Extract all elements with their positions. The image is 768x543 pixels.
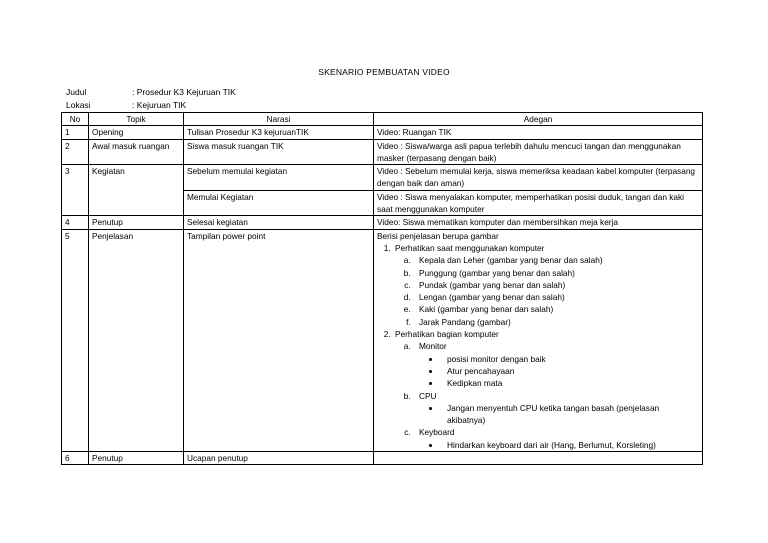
judul-value: : Prosedur K3 Kejuruan TIK <box>132 87 236 97</box>
list-item-label: Perhatikan bagian komputer <box>395 329 499 340</box>
bullet-item: • Atur pencahayaan <box>441 365 699 377</box>
cell-adegan: Video: Ruangan TIK <box>374 126 703 139</box>
bullet-item: • posisi monitor dengan baik <box>441 353 699 365</box>
cell-no: 4 <box>62 216 89 229</box>
cell-no: 6 <box>62 452 89 465</box>
sub-list-item: b. Punggung (gambar yang benar dan salah) <box>413 267 699 279</box>
cell-topik: Awal masuk ruangan <box>89 139 184 165</box>
cell-adegan-list <box>374 229 703 451</box>
cell-no: 3 <box>62 165 89 216</box>
cell-narasi: Tulisan Prosedur K3 kejuruanTIK <box>184 126 374 139</box>
sub-list-item: f. Jarak Pandang (gambar) <box>413 316 699 328</box>
cell-narasi: Selesai kegiatan <box>184 216 374 229</box>
adegan-intro: Berisi penjelasan berupa gambar <box>377 230 499 241</box>
sub-list <box>395 340 699 451</box>
document-title: SKENARIO PEMBUATAN VIDEO <box>318 67 450 77</box>
sub-list-item-label: CPU <box>419 390 437 401</box>
sub-list-item <box>413 340 699 389</box>
meta-judul <box>66 87 236 97</box>
cell-narasi: Siswa masuk ruangan TIK <box>184 139 374 165</box>
bullet-list <box>419 439 699 451</box>
header-adegan: Adegan <box>374 113 703 126</box>
list-item <box>393 242 699 328</box>
sub-list-item: a. Kepala dan Leher (gambar yang benar dan salah) <box>413 254 699 266</box>
sub-list-item: c. Pundak (gambar yang benar dan salah) <box>413 279 699 291</box>
cell-adegan: Video : Siswa/warga asli papua terlebih dahulu mencuci tangan dan menggunakan masker (terpasang dengan baik) <box>374 139 703 165</box>
cell-adegan: Video : Siswa menyalakan komputer, memperhatikan posisi duduk, tangan dan kaki saat menggunakan komputer <box>374 190 703 216</box>
cell-no: 2 <box>62 139 89 165</box>
cell-narasi: Memulai Kegiatan <box>184 190 374 216</box>
header-narasi: Narasi <box>184 113 374 126</box>
sub-list-item <box>413 390 699 427</box>
table-row <box>62 165 703 191</box>
cell-topik: Kegiatan <box>89 165 184 216</box>
bullet-item: • Jangan menyentuh CPU ketika tangan basah (penjelasan akibatnya) <box>441 402 699 427</box>
table-row <box>62 216 703 229</box>
sub-list-item: d. Lengan (gambar yang benar dan salah) <box>413 291 699 303</box>
cell-adegan: Video : Sebelum memulai kerja, siswa memeriksa keadaan kabel komputer (terpasang dengan baik dan aman) <box>374 165 703 191</box>
lokasi-label: Lokasi <box>66 100 91 110</box>
cell-topik: Penutup <box>89 452 184 465</box>
header-topik: Topik <box>89 113 184 126</box>
cell-topik: Penjelasan <box>89 229 184 451</box>
cell-narasi: Sebelum memulai kegiatan <box>184 165 374 191</box>
scenario-table <box>61 112 703 465</box>
sub-list-item-label: Keyboard <box>419 427 455 438</box>
cell-no: 1 <box>62 126 89 139</box>
cell-topik: Opening <box>89 126 184 139</box>
cell-narasi: Ucapan penutup <box>184 452 374 465</box>
sub-list <box>395 254 699 328</box>
cell-narasi: Tampilan power point <box>184 229 374 451</box>
list-item-label: Perhatikan saat menggunakan komputer <box>395 242 545 253</box>
bullet-item: • Hindarkan keyboard dari air (Hang, Berlumut, Korsleting) <box>441 439 699 451</box>
sub-list-item: e. Kaki (gambar yang benar dan salah) <box>413 303 699 315</box>
meta-lokasi <box>66 100 186 110</box>
numbered-list <box>377 242 699 451</box>
judul-label: Judul <box>66 87 87 97</box>
bullet-list <box>419 402 699 427</box>
table-row <box>62 452 703 465</box>
table-row <box>62 139 703 165</box>
table-row <box>62 229 703 451</box>
bullet-item: • Kedipkan mata <box>441 377 699 389</box>
cell-topik: Penutup <box>89 216 184 229</box>
sub-list-item-label: Monitor <box>419 341 447 352</box>
table-row <box>62 126 703 139</box>
sub-list-item <box>413 426 699 451</box>
header-no: No <box>62 113 89 126</box>
cell-adegan <box>374 452 703 465</box>
cell-no: 5 <box>62 229 89 451</box>
cell-adegan: Video: Siswa mematikan komputer dan membersihkan meja kerja <box>374 216 703 229</box>
list-item <box>393 328 699 451</box>
table-header-row <box>62 113 703 126</box>
lokasi-value: : Kejuruan TIK <box>132 100 187 110</box>
bullet-list <box>419 353 699 390</box>
